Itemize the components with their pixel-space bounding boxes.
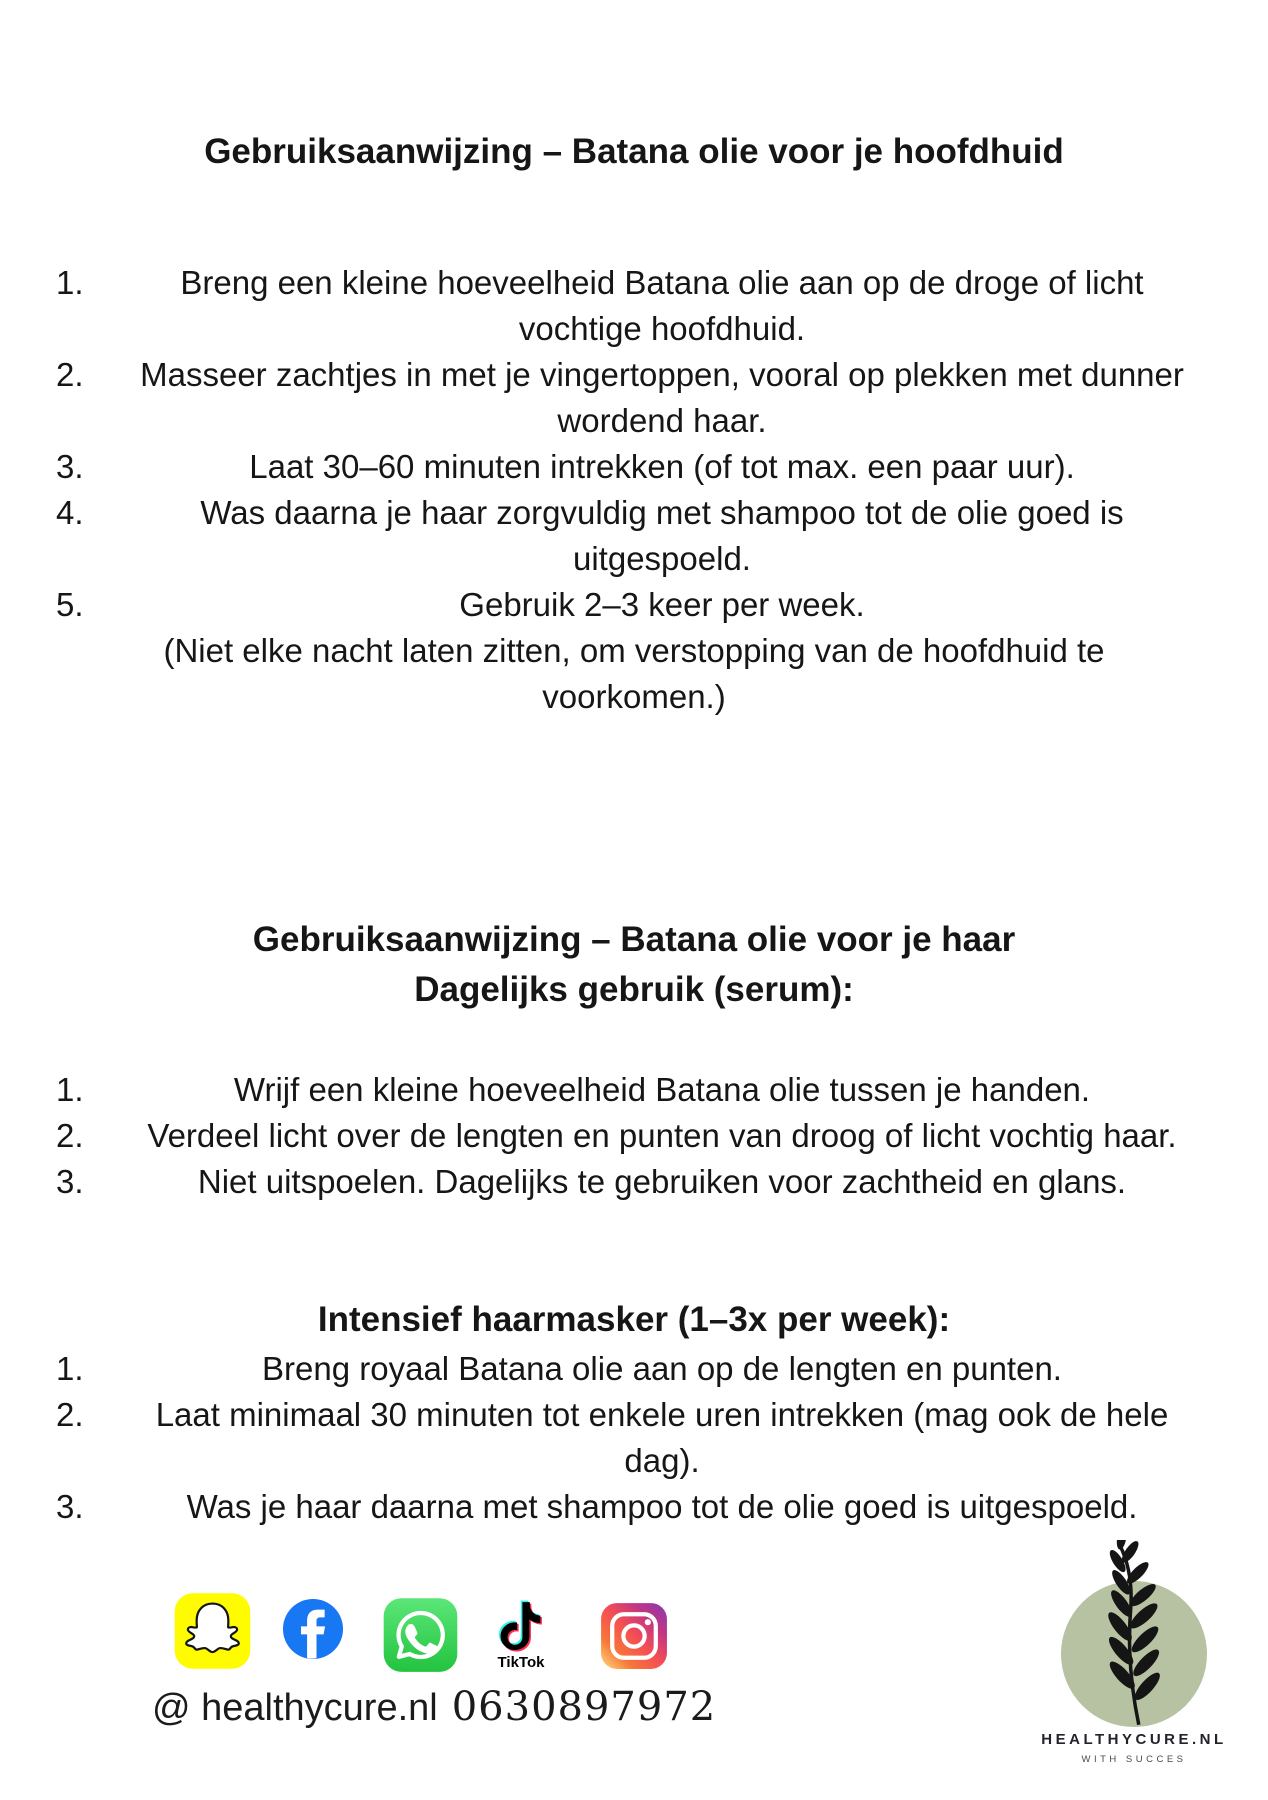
item-text: Masseer zachtjes in met je vingertoppen, vooral op plekken met dunner [140, 356, 1184, 393]
whatsapp-icon[interactable] [382, 1597, 459, 1678]
note-line [0, 674, 1268, 720]
list-item [0, 1067, 1268, 1113]
item-number: 1. [56, 264, 84, 301]
item-text: Was je haar daarna met shampoo tot de olie goed is uitgespoeld. [186, 1488, 1138, 1525]
item-text: Wrijf een kleine hoeveelheid Batana olie tussen je handen. [233, 1071, 1091, 1108]
facebook-icon[interactable] [282, 1598, 344, 1665]
list-item [0, 1159, 1268, 1205]
item-text: dag). [624, 1442, 700, 1479]
tiktok-wordmark: TikTok [497, 1654, 545, 1671]
item-text: wordend haar. [557, 402, 767, 439]
section-scalp-title: Gebruiksaanwijzing – Batana olie voor je hoofdhuid [204, 132, 1064, 171]
tiktok-icon[interactable] [492, 1600, 550, 1671]
item-number: 3. [56, 448, 84, 485]
list-item [0, 1484, 1268, 1530]
item-text: Breng royaal Batana olie aan op de lengten en punten. [262, 1350, 1062, 1387]
item-number: 2. [56, 356, 84, 393]
list-item [0, 582, 1268, 628]
list-item [0, 260, 1268, 306]
item-number: 3. [56, 1488, 84, 1525]
item-number: 5. [56, 586, 84, 623]
section-mask-list [0, 1346, 1268, 1530]
plant-branch-icon [1086, 1540, 1182, 1728]
section-hair-list [0, 1067, 1268, 1205]
item-number: 1. [56, 1350, 84, 1387]
list-item [0, 490, 1268, 536]
item-text: Laat 30–60 minuten intrekken (of tot max. een paar uur). [249, 448, 1075, 485]
list-item [0, 1392, 1268, 1438]
note-text: voorkomen.) [542, 678, 726, 715]
section-scalp-list [0, 260, 1268, 720]
list-item [0, 1113, 1268, 1159]
list-item [0, 444, 1268, 490]
brand-logo [1028, 1540, 1240, 1790]
item-number: 2. [56, 1396, 84, 1433]
snapchat-icon[interactable] [173, 1592, 252, 1675]
item-number: 2. [56, 1117, 84, 1154]
brand-name: HEALTHYCURE.NL [1041, 1731, 1227, 1748]
item-text: Gebruik 2–3 keer per week. [459, 586, 865, 623]
list-item-continuation [0, 398, 1268, 444]
section-mask-title: Intensief haarmasker (1–3x per week): [317, 1300, 951, 1339]
item-text: Laat minimaal 30 minuten tot enkele uren intrekken (mag ook de hele [155, 1396, 1169, 1433]
item-text: Verdeel licht over de lengten en punten van droog of licht vochtig haar. [147, 1117, 1177, 1154]
note-text: (Niet elke nacht laten zitten, om verstopping van de hoofdhuid te [163, 632, 1105, 669]
section-hair-title-line2: Dagelijks gebruik (serum): [414, 970, 854, 1009]
item-text: Was daarna je haar zorgvuldig met shampoo tot de olie goed is [200, 494, 1124, 531]
item-text: Breng een kleine hoeveelheid Batana olie aan op de droge of licht [180, 264, 1144, 301]
list-item-continuation [0, 306, 1268, 352]
list-item [0, 352, 1268, 398]
item-text: vochtige hoofdhuid. [518, 310, 806, 347]
section-hair-title-line1: Gebruiksaanwijzing – Batana olie voor je haar [252, 920, 1016, 959]
contact-line [152, 1686, 716, 1729]
social-handle: @ healthycure.nl [152, 1687, 438, 1729]
item-text: uitgespoeld. [573, 540, 751, 577]
section-hair-title [0, 915, 1268, 1015]
item-number: 1. [56, 1071, 84, 1108]
list-item-continuation [0, 1438, 1268, 1484]
item-number: 4. [56, 494, 84, 531]
brand-tagline: WITH SUCCES [1081, 1754, 1187, 1765]
item-number: 3. [56, 1163, 84, 1200]
list-item [0, 1346, 1268, 1392]
phone-number: 0630897972 [451, 1684, 717, 1730]
note-line [0, 628, 1268, 674]
list-item-continuation [0, 536, 1268, 582]
instagram-icon[interactable] [600, 1602, 668, 1675]
item-text: Niet uitspoelen. Dagelijks te gebruiken voor zachtheid en glans. [197, 1163, 1127, 1200]
